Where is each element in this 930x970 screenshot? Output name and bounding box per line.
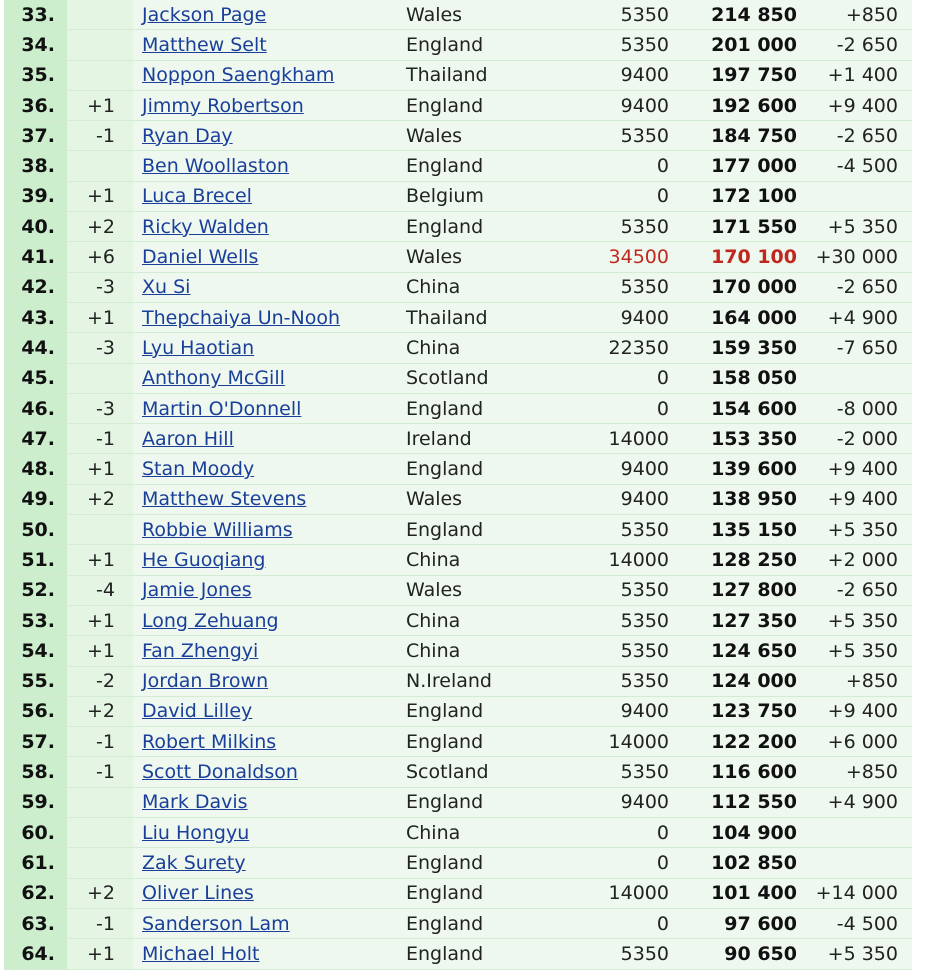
rank-cell: 37. (4, 121, 67, 151)
player-link[interactable]: Stan Moody (142, 458, 255, 481)
points-cell: 9400 (573, 788, 677, 818)
total-points-cell: 164 000 (677, 303, 805, 333)
points-cell: 14000 (573, 545, 677, 575)
total-points-cell: 90 650 (677, 939, 805, 969)
player-link[interactable]: Jamie Jones (142, 579, 252, 602)
player-name-cell (133, 151, 396, 181)
player-name-cell (133, 636, 396, 666)
nationality-cell: Wales (396, 576, 573, 606)
player-name-cell (133, 0, 396, 30)
points-cell: 5350 (573, 636, 677, 666)
total-points-cell: 158 050 (677, 364, 805, 394)
nationality-cell: Wales (396, 242, 573, 272)
rank-cell: 52. (4, 576, 67, 606)
rank-change-cell (67, 364, 133, 394)
rank-cell: 64. (4, 939, 67, 969)
points-difference-cell: +850 (805, 757, 912, 787)
player-link[interactable]: Anthony McGill (142, 367, 285, 390)
nationality-cell: Thailand (396, 303, 573, 333)
rank-cell: 44. (4, 333, 67, 363)
player-name-cell (133, 667, 396, 697)
rankings-table-container (4, 0, 912, 970)
rank-cell: 41. (4, 242, 67, 272)
total-points-cell: 153 350 (677, 424, 805, 454)
points-difference-cell (805, 818, 912, 848)
rank-change-cell: -3 (67, 273, 133, 303)
points-cell: 5350 (573, 515, 677, 545)
rankings-table (4, 0, 912, 970)
table-row (4, 273, 912, 303)
player-link[interactable]: Fan Zhengyi (142, 639, 259, 662)
rank-cell: 42. (4, 273, 67, 303)
total-points-cell: 101 400 (677, 879, 805, 909)
nationality-cell: England (396, 788, 573, 818)
rank-cell: 34. (4, 30, 67, 60)
total-points-cell: 170 000 (677, 273, 805, 303)
points-cell: 5350 (573, 606, 677, 636)
rank-change-cell: -2 (67, 667, 133, 697)
player-name-cell (133, 424, 396, 454)
rank-cell: 38. (4, 151, 67, 181)
rank-cell: 40. (4, 212, 67, 242)
table-row (4, 454, 912, 484)
rank-change-cell: +6 (67, 242, 133, 272)
total-points-cell: 159 350 (677, 333, 805, 363)
nationality-cell: England (396, 697, 573, 727)
player-link[interactable]: Xu Si (142, 276, 191, 299)
nationality-cell: China (396, 818, 573, 848)
points-cell: 14000 (573, 424, 677, 454)
player-link[interactable]: Michael Holt (142, 942, 260, 965)
points-difference-cell: -2 650 (805, 121, 912, 151)
points-cell: 0 (573, 364, 677, 394)
points-difference-cell: +9 400 (805, 485, 912, 515)
total-points-cell: 192 600 (677, 91, 805, 121)
table-row (4, 121, 912, 151)
nationality-cell: Wales (396, 0, 573, 30)
player-name-cell (133, 121, 396, 151)
nationality-cell: China (396, 545, 573, 575)
nationality-cell: N.Ireland (396, 667, 573, 697)
points-difference-cell: -2 650 (805, 30, 912, 60)
nationality-cell: Scotland (396, 757, 573, 787)
player-link[interactable]: Jordan Brown (142, 670, 269, 693)
player-name-cell (133, 212, 396, 242)
total-points-cell: 171 550 (677, 212, 805, 242)
player-name-cell (133, 515, 396, 545)
points-difference-cell: +5 350 (805, 939, 912, 969)
total-points-cell: 124 650 (677, 636, 805, 666)
points-cell: 9400 (573, 454, 677, 484)
table-row (4, 364, 912, 394)
player-name-cell (133, 273, 396, 303)
table-row (4, 61, 912, 91)
points-difference-cell: -7 650 (805, 333, 912, 363)
points-difference-cell: +5 350 (805, 212, 912, 242)
total-points-cell: 172 100 (677, 182, 805, 212)
rank-change-cell (67, 848, 133, 878)
points-cell: 0 (573, 848, 677, 878)
rank-change-cell: +2 (67, 697, 133, 727)
rank-change-cell: +1 (67, 454, 133, 484)
table-row (4, 757, 912, 787)
rank-cell: 33. (4, 0, 67, 30)
player-name-cell (133, 788, 396, 818)
rank-change-cell: -3 (67, 333, 133, 363)
nationality-cell: England (396, 515, 573, 545)
table-row (4, 424, 912, 454)
player-link[interactable]: Robbie Williams (142, 518, 293, 541)
total-points-cell: 184 750 (677, 121, 805, 151)
player-link[interactable]: Thepchaiya Un-Nooh (142, 306, 341, 329)
rank-change-cell: -1 (67, 424, 133, 454)
points-cell: 5350 (573, 121, 677, 151)
player-name-cell (133, 333, 396, 363)
rank-cell: 45. (4, 364, 67, 394)
points-difference-cell (805, 848, 912, 878)
player-name-cell (133, 909, 396, 939)
nationality-cell: Wales (396, 121, 573, 151)
table-row (4, 606, 912, 636)
rank-change-cell: -1 (67, 121, 133, 151)
rank-cell: 35. (4, 61, 67, 91)
points-cell: 5350 (573, 667, 677, 697)
nationality-cell: England (396, 91, 573, 121)
player-name-cell (133, 757, 396, 787)
nationality-cell: Belgium (396, 182, 573, 212)
points-difference-cell: +5 350 (805, 515, 912, 545)
points-difference-cell: +1 400 (805, 61, 912, 91)
table-row (4, 30, 912, 60)
table-row (4, 91, 912, 121)
points-difference-cell: +5 350 (805, 606, 912, 636)
table-row (4, 515, 912, 545)
points-cell: 0 (573, 909, 677, 939)
points-difference-cell: +4 900 (805, 788, 912, 818)
rank-cell: 36. (4, 91, 67, 121)
player-name-cell (133, 364, 396, 394)
table-row (4, 303, 912, 333)
total-points-cell: 177 000 (677, 151, 805, 181)
total-points-cell: 154 600 (677, 394, 805, 424)
rank-change-cell: -1 (67, 909, 133, 939)
rank-change-cell: +1 (67, 303, 133, 333)
total-points-cell: 139 600 (677, 454, 805, 484)
points-cell: 9400 (573, 697, 677, 727)
rank-change-cell: -4 (67, 576, 133, 606)
points-cell: 22350 (573, 333, 677, 363)
rank-cell: 43. (4, 303, 67, 333)
points-cell: 5350 (573, 212, 677, 242)
rank-change-cell: +1 (67, 182, 133, 212)
rank-change-cell: +1 (67, 939, 133, 969)
player-link[interactable]: Noppon Saengkham (142, 64, 335, 87)
table-row (4, 0, 912, 30)
player-link[interactable]: Scott Donaldson (142, 761, 298, 784)
rank-cell: 55. (4, 667, 67, 697)
rank-cell: 56. (4, 697, 67, 727)
table-row (4, 848, 912, 878)
player-name-cell (133, 30, 396, 60)
player-link[interactable]: Long Zehuang (142, 609, 279, 632)
points-cell: 14000 (573, 879, 677, 909)
player-link[interactable]: Matthew Selt (142, 33, 267, 56)
rank-cell: 46. (4, 394, 67, 424)
total-points-cell: 138 950 (677, 485, 805, 515)
player-link[interactable]: Ricky Walden (142, 215, 269, 238)
points-cell: 5350 (573, 576, 677, 606)
points-difference-cell: +9 400 (805, 454, 912, 484)
rank-cell: 59. (4, 788, 67, 818)
nationality-cell: Scotland (396, 364, 573, 394)
player-link[interactable]: Ben Woollaston (142, 155, 289, 178)
nationality-cell: England (396, 879, 573, 909)
rank-change-cell: +2 (67, 212, 133, 242)
rank-change-cell (67, 818, 133, 848)
rank-cell: 60. (4, 818, 67, 848)
points-difference-cell: +14 000 (805, 879, 912, 909)
player-link[interactable]: Sanderson Lam (142, 912, 290, 935)
table-row (4, 879, 912, 909)
player-name-cell (133, 242, 396, 272)
table-row (4, 485, 912, 515)
total-points-cell: 128 250 (677, 545, 805, 575)
nationality-cell: England (396, 727, 573, 757)
rank-change-cell: -1 (67, 757, 133, 787)
points-difference-cell: +5 350 (805, 636, 912, 666)
player-name-cell (133, 545, 396, 575)
points-cell: 9400 (573, 91, 677, 121)
player-name-cell (133, 697, 396, 727)
player-name-cell (133, 394, 396, 424)
table-row (4, 333, 912, 363)
total-points-cell: 127 350 (677, 606, 805, 636)
player-name-cell (133, 61, 396, 91)
rank-change-cell: +1 (67, 91, 133, 121)
points-difference-cell: +6 000 (805, 727, 912, 757)
nationality-cell: China (396, 606, 573, 636)
nationality-cell: China (396, 273, 573, 303)
total-points-cell: 116 600 (677, 757, 805, 787)
rank-change-cell (67, 30, 133, 60)
points-difference-cell (805, 364, 912, 394)
rank-change-cell: +1 (67, 606, 133, 636)
table-row (4, 727, 912, 757)
nationality-cell: England (396, 939, 573, 969)
player-name-cell (133, 91, 396, 121)
rank-change-cell: -3 (67, 394, 133, 424)
rank-change-cell: -1 (67, 727, 133, 757)
rank-change-cell: +1 (67, 636, 133, 666)
player-name-cell (133, 879, 396, 909)
points-cell: 9400 (573, 61, 677, 91)
total-points-cell: 102 850 (677, 848, 805, 878)
points-cell: 34500 (573, 242, 677, 272)
table-row (4, 909, 912, 939)
player-link[interactable]: Jimmy Robertson (142, 94, 304, 117)
total-points-cell: 127 800 (677, 576, 805, 606)
player-link[interactable]: Luca Brecel (142, 185, 252, 208)
points-difference-cell: +850 (805, 0, 912, 30)
total-points-cell: 104 900 (677, 818, 805, 848)
points-cell: 14000 (573, 727, 677, 757)
rank-cell: 62. (4, 879, 67, 909)
rank-change-cell (67, 151, 133, 181)
rank-change-cell: +2 (67, 485, 133, 515)
total-points-cell: 135 150 (677, 515, 805, 545)
player-name-cell (133, 818, 396, 848)
table-row (4, 697, 912, 727)
player-link[interactable]: Martin O'Donnell (142, 397, 302, 420)
player-name-cell (133, 848, 396, 878)
rank-cell: 58. (4, 757, 67, 787)
rank-change-cell: +2 (67, 879, 133, 909)
points-difference-cell: -2 000 (805, 424, 912, 454)
total-points-cell: 124 000 (677, 667, 805, 697)
total-points-cell: 201 000 (677, 30, 805, 60)
table-row (4, 242, 912, 272)
player-name-cell (133, 303, 396, 333)
points-difference-cell: -2 650 (805, 273, 912, 303)
nationality-cell: Thailand (396, 61, 573, 91)
rank-cell: 49. (4, 485, 67, 515)
nationality-cell: China (396, 333, 573, 363)
player-link[interactable]: He Guoqiang (142, 548, 266, 571)
player-link[interactable]: Oliver Lines (142, 882, 254, 905)
rank-change-cell (67, 0, 133, 30)
nationality-cell: England (396, 848, 573, 878)
player-name-cell (133, 454, 396, 484)
points-difference-cell: -2 650 (805, 576, 912, 606)
table-row (4, 212, 912, 242)
table-row (4, 545, 912, 575)
total-points-cell: 214 850 (677, 0, 805, 30)
table-row (4, 939, 912, 969)
table-row (4, 394, 912, 424)
nationality-cell: England (396, 909, 573, 939)
table-row (4, 151, 912, 181)
player-name-cell (133, 606, 396, 636)
total-points-cell: 122 200 (677, 727, 805, 757)
table-row (4, 788, 912, 818)
points-cell: 9400 (573, 303, 677, 333)
player-link[interactable]: Ryan Day (142, 124, 233, 147)
rank-cell: 47. (4, 424, 67, 454)
nationality-cell: England (396, 151, 573, 181)
rank-cell: 63. (4, 909, 67, 939)
nationality-cell: Wales (396, 485, 573, 515)
points-difference-cell: +850 (805, 667, 912, 697)
points-cell: 5350 (573, 273, 677, 303)
player-link[interactable]: Robert Milkins (142, 730, 277, 753)
points-difference-cell: +9 400 (805, 697, 912, 727)
rank-cell: 50. (4, 515, 67, 545)
points-difference-cell: -4 500 (805, 151, 912, 181)
player-name-cell (133, 727, 396, 757)
player-link[interactable]: Zak Surety (142, 851, 246, 874)
rankings-table-body (4, 0, 912, 970)
nationality-cell: England (396, 454, 573, 484)
table-row (4, 667, 912, 697)
points-cell: 0 (573, 182, 677, 212)
rank-cell: 39. (4, 182, 67, 212)
points-cell: 9400 (573, 485, 677, 515)
player-link[interactable]: Daniel Wells (142, 246, 259, 269)
points-cell: 5350 (573, 939, 677, 969)
player-link[interactable]: Liu Hongyu (142, 821, 250, 844)
rank-cell: 48. (4, 454, 67, 484)
table-row (4, 818, 912, 848)
points-difference-cell (805, 182, 912, 212)
points-difference-cell: -8 000 (805, 394, 912, 424)
rank-cell: 51. (4, 545, 67, 575)
points-cell: 0 (573, 394, 677, 424)
player-name-cell (133, 485, 396, 515)
player-link[interactable]: Jackson Page (142, 3, 267, 26)
rank-cell: 61. (4, 848, 67, 878)
points-cell: 5350 (573, 30, 677, 60)
rank-change-cell: +1 (67, 545, 133, 575)
total-points-cell: 197 750 (677, 61, 805, 91)
total-points-cell: 123 750 (677, 697, 805, 727)
player-name-cell (133, 939, 396, 969)
nationality-cell: Ireland (396, 424, 573, 454)
rank-cell: 54. (4, 636, 67, 666)
table-row (4, 636, 912, 666)
points-difference-cell: +4 900 (805, 303, 912, 333)
points-difference-cell: +30 000 (805, 242, 912, 272)
points-difference-cell: +2 000 (805, 545, 912, 575)
table-row (4, 576, 912, 606)
player-link[interactable]: Matthew Stevens (142, 488, 307, 511)
player-link[interactable]: David Lilley (142, 700, 253, 723)
nationality-cell: England (396, 212, 573, 242)
table-row (4, 182, 912, 212)
player-link[interactable]: Lyu Haotian (142, 336, 255, 359)
points-cell: 0 (573, 151, 677, 181)
nationality-cell: England (396, 394, 573, 424)
points-difference-cell: -4 500 (805, 909, 912, 939)
nationality-cell: England (396, 30, 573, 60)
player-name-cell (133, 182, 396, 212)
total-points-cell: 112 550 (677, 788, 805, 818)
total-points-cell: 97 600 (677, 909, 805, 939)
rank-cell: 53. (4, 606, 67, 636)
points-cell: 0 (573, 818, 677, 848)
points-cell: 5350 (573, 0, 677, 30)
rank-change-cell (67, 515, 133, 545)
rank-cell: 57. (4, 727, 67, 757)
player-name-cell (133, 576, 396, 606)
rank-change-cell (67, 788, 133, 818)
points-difference-cell: +9 400 (805, 91, 912, 121)
player-link[interactable]: Mark Davis (142, 791, 248, 814)
player-link[interactable]: Aaron Hill (142, 427, 234, 450)
points-cell: 5350 (573, 757, 677, 787)
nationality-cell: China (396, 636, 573, 666)
total-points-cell: 170 100 (677, 242, 805, 272)
rank-change-cell (67, 61, 133, 91)
